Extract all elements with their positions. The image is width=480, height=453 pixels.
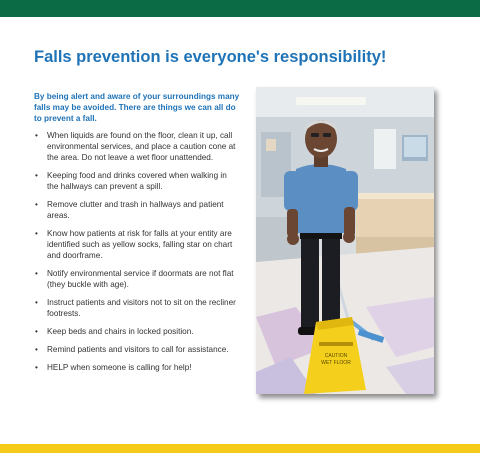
bullet-icon: • [35, 229, 38, 238]
janitor-photo [256, 87, 434, 394]
tip-text: Keeping food and drinks covered when walking in the hallways can prevent a spill. [47, 171, 227, 191]
top-green-bar [0, 0, 480, 17]
tip-item [34, 199, 240, 221]
tip-text: Instruct patients and visitors not to sit on the recliner footrests. [47, 298, 236, 318]
tip-text: HELP when someone is calling for help! [47, 363, 192, 372]
tip-text: When liquids are found on the floor, clean it up, call environmental services, and place a caution cone at the area. Do not leave a wet floor unattended. [47, 131, 236, 162]
tip-text: Keep beds and chairs in locked position. [47, 327, 194, 336]
bottom-yellow-bar [0, 444, 480, 453]
sign-line2: WET FLOOR [321, 360, 351, 366]
prevention-tips-list [34, 130, 240, 380]
tip-item [34, 362, 240, 373]
tip-text: Remove clutter and trash in hallways and patient areas. [47, 200, 224, 220]
bullet-icon: • [35, 200, 38, 209]
bullet-icon: • [35, 131, 38, 140]
tip-text: Notify environmental service if doormats are not flat (they buckle with age). [47, 269, 234, 289]
bullet-icon: • [35, 327, 38, 336]
bullet-icon: • [35, 345, 38, 354]
bullet-icon: • [35, 171, 38, 180]
sign-line1: CAUTION [324, 353, 348, 359]
bullet-icon: • [35, 269, 38, 278]
tip-item [34, 228, 240, 261]
tip-item [34, 268, 240, 290]
bullet-icon: • [35, 363, 38, 372]
bullet-icon: • [35, 298, 38, 307]
tip-item [34, 344, 240, 355]
page-title: Falls prevention is everyone's responsibility! [34, 48, 387, 66]
tip-text: Remind patients and visitors to call for assistance. [47, 345, 229, 354]
tip-item [34, 130, 240, 163]
intro-text: By being alert and aware of your surroundings many falls may be avoided. There are things we can all do to prevent a fall. [34, 92, 240, 123]
tip-text: Know how patients at risk for falls at your entity are identified such as yellow socks, falling star on chart and doorframe. [47, 229, 233, 260]
tip-item [34, 297, 240, 319]
tip-item [34, 326, 240, 337]
tip-item [34, 170, 240, 192]
